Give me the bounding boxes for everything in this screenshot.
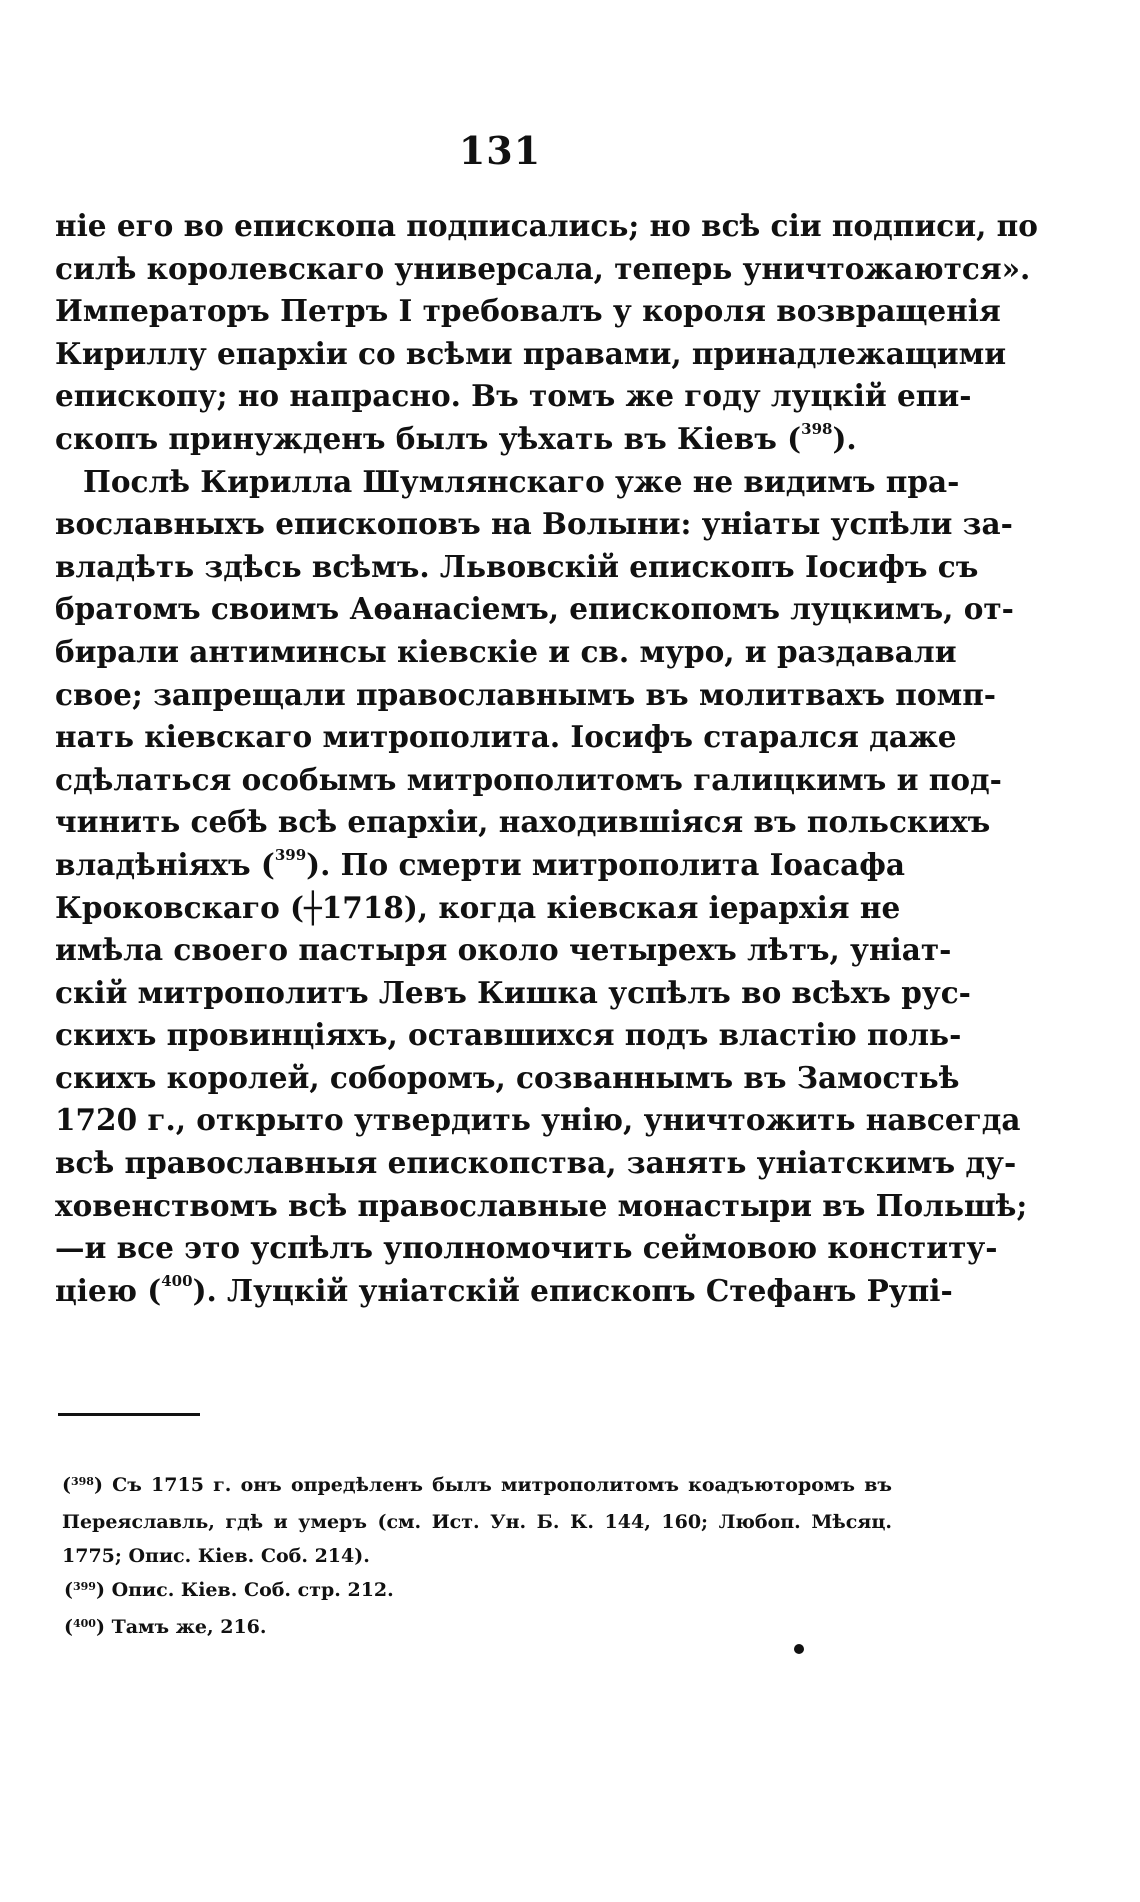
footnote-398-line: Переяславль, гдѣ и умеръ (см. Ист. Ун. Б. К. 144, 160; Любоп. Мѣсяц. xyxy=(62,1511,892,1533)
footnote-text: ) Тамъ же, 216. xyxy=(95,1616,267,1638)
text-line xyxy=(55,1270,953,1313)
text-line: скихъ королей, соборомъ, созваннымъ въ Замостьѣ xyxy=(55,1059,960,1095)
footnotes xyxy=(62,1468,892,1647)
text-line: Кириллу епархіи со всѣми правами, принадлежащими xyxy=(55,335,1007,371)
text-line: чинить себѣ всѣ епархіи, находившіяся въ польскихъ xyxy=(55,804,991,840)
text-line: владѣть здѣсь всѣмъ. Львовскій епископъ Іосифъ съ xyxy=(55,548,979,584)
text-line: Послѣ Кирилла Шумлянскаго уже не видимъ пра- xyxy=(83,463,960,499)
footnote-text: ) Опис. Кіев. Соб. стр. 212. xyxy=(95,1579,394,1601)
text-fragment: ціею ( xyxy=(55,1272,162,1308)
text-line: свое; запрещали православнымъ въ молитвахъ помп- xyxy=(55,676,997,712)
text-fragment: ). По смерти митрополита Іоасафа xyxy=(306,846,905,882)
text-line: вославныхъ епископовъ на Волыни: уніаты успѣли за- xyxy=(55,506,1013,542)
text-line: ховенствомъ всѣ православные монастыри въ Польшѣ; xyxy=(55,1187,1028,1223)
footnote-399-line: ($^{399}$) Опис. Кіев. Соб. стр. 212. xyxy=(64,1579,394,1601)
text-line: всѣ православныя епископства, занять уніатскимъ ду- xyxy=(55,1145,1017,1181)
text-line: епископу; но напрасно. Въ томъ же году луцкій епи- xyxy=(55,378,972,414)
footnote-398-line: ($^{398}$) Съ 1715 г. онъ опредѣленъ былъ митрополитомъ коадъюторомъ въ xyxy=(62,1474,892,1496)
text-line: —и все это успѣлъ уполномочить сеймовою конститу- xyxy=(55,1230,998,1266)
footnote-398-line: 1775; Опис. Кіев. Соб. 214). xyxy=(62,1545,370,1567)
footnote-text: ) Съ 1715 г. онъ опредѣленъ былъ митрополитомъ коадъюторомъ въ xyxy=(93,1474,892,1496)
text-line xyxy=(55,418,895,461)
text-line: имѣла своего пастыря около четырехъ лѣтъ, уніат- xyxy=(55,932,952,968)
footnote-number: 398 xyxy=(71,1475,94,1488)
footnote-number: 399 xyxy=(73,1580,96,1593)
text-fragment: скопъ принужденъ былъ уѣхать въ Кіевъ ( xyxy=(55,420,802,456)
text-line: ніе его во епископа подписались; но всѣ сіи подписи, по xyxy=(55,208,1038,243)
text-line: Императоръ Петръ I требовалъ у короля возвращенія xyxy=(55,293,1001,329)
text-line xyxy=(55,844,905,887)
footnote-ref: 399 xyxy=(274,846,307,865)
text-line: скихъ провинціяхъ, оставшихся подъ властію поль- xyxy=(55,1017,962,1053)
text-line: Кроковскаго (┼1718), когда кіевская іерархія не xyxy=(55,889,901,925)
text-line: сдѣлаться особымъ митрополитомъ галицкимъ и под- xyxy=(55,761,1002,797)
ink-dot xyxy=(794,1644,804,1654)
footnote-ref: 400 xyxy=(161,1272,193,1291)
text-line: скій митрополитъ Левъ Кишка успѣлъ во всѣхъ рус- xyxy=(55,974,971,1010)
text-line: силѣ королевскаго универсала, теперь уничтожаются». xyxy=(55,250,1031,286)
footnote-number: 400 xyxy=(73,1617,96,1630)
text-line: бирали антиминсы кіевскіе и св. муро, и раздавали xyxy=(55,633,957,669)
main-text xyxy=(55,205,1038,1312)
text-line: 1720 г., открыто утвердить унію, уничтожить навсегда xyxy=(55,1102,1021,1138)
footnote-divider xyxy=(58,1413,200,1416)
footnote-400-line: ($^{400}$) Тамъ же, 216. xyxy=(64,1616,267,1638)
text-fragment: владѣніяхъ ( xyxy=(55,846,275,882)
text-line: нать кіевскаго митрополита. Іосифъ старался даже xyxy=(55,719,957,755)
text-fragment: ). xyxy=(832,420,857,456)
page-number: 131 xyxy=(458,128,542,173)
text-line: братомъ своимъ Аѳанасіемъ, епископомъ луцкимъ, от- xyxy=(55,591,1014,627)
text-fragment: ). Луцкій уніатскій епископъ Стефанъ Рупі- xyxy=(192,1272,953,1308)
footnote-ref: 398 xyxy=(801,420,833,439)
